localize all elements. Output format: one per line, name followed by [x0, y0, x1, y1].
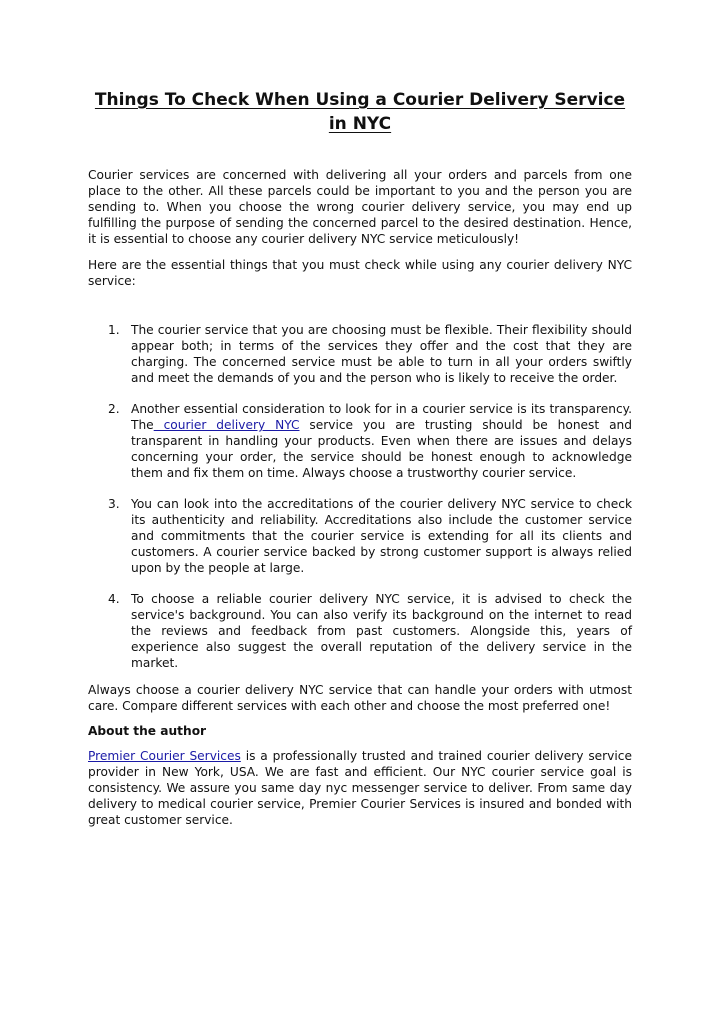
list-number: 3.	[108, 497, 120, 511]
title-line-1: Things To Check When Using a Courier Delivery Service	[94, 90, 626, 110]
list-item	[88, 496, 632, 576]
list-number: 2.	[108, 402, 120, 416]
premier-courier-link[interactable]: Premier Courier Services	[88, 749, 241, 763]
courier-delivery-nyc-link[interactable]: courier delivery NYC	[153, 418, 300, 432]
list-item	[88, 322, 632, 386]
author-text: is a professionally trusted and trained courier delivery service provider in New York, USA. We are fast and efficient. Our NYC courier service goal is consistency. We assure you same day nyc messenger service to deliver. From same day delivery to medical courier service, Premier Courier Services is insured and bonded with great customer service.	[88, 749, 632, 827]
list-item-text: To choose a reliable courier delivery NYC service, it is advised to check the service's background. You can also verify its background on the internet to read the reviews and feedback from past customers. Alongside this, years of experience also suggest the overall reputation of the delivery service in the market.	[131, 592, 632, 670]
list-item-text: The	[131, 418, 154, 432]
closing-paragraph: Always choose a courier delivery NYC service that can handle your orders with utmost care. Compare different services with each other and choose the most preferred one!	[88, 683, 632, 713]
list-item-text: The courier service that you are choosing must be flexible. Their flexibility should appear both; in terms of the services they offer and the cost that they are charging. The concerned service must be able to turn in all your orders swiftly and meet the demands of you and the person who is likely to receive the order.	[131, 323, 632, 385]
list-number: 1.	[108, 323, 120, 337]
lead-in-paragraph: Here are the essential things that you must check while using any courier delivery NYC service:	[88, 258, 632, 288]
list-item	[88, 591, 632, 671]
author-paragraph	[88, 748, 632, 828]
intro-paragraph: Courier services are concerned with delivering all your orders and parcels from one place to the other. All these parcels could be important to you and the person you are sending to. When you choose the wrong courier delivery service, you may end up fulfilling the purpose of sending the concerned parcel to the desired destination. Hence, it is essential to choose any courier delivery NYC service meticulously!	[88, 168, 632, 246]
list-item	[88, 401, 632, 481]
list-item-text: You can look into the accreditations of the courier delivery NYC service to check its authenticity and reliability. Accreditations also include the customer service and commitments that the courier service is extending for all its clients and customers. A courier service backed by strong customer support is always relied upon by the people at large.	[131, 497, 632, 575]
list-item-text: Another essential consideration to look for in a courier service is its transparency.	[131, 402, 632, 416]
title-line-2: in NYC	[328, 114, 392, 134]
checklist	[88, 322, 632, 671]
list-number: 4.	[108, 592, 120, 606]
author-heading: About the author	[88, 724, 207, 738]
page-title	[88, 88, 632, 136]
list-item-text: service you are trusting should be honest and transparent in handling your products. Even when there are issues and delays concerning your order, the service should be honest enough to acknowledge them and fix them on time. Always choose a trustworthy courier service.	[131, 418, 632, 480]
